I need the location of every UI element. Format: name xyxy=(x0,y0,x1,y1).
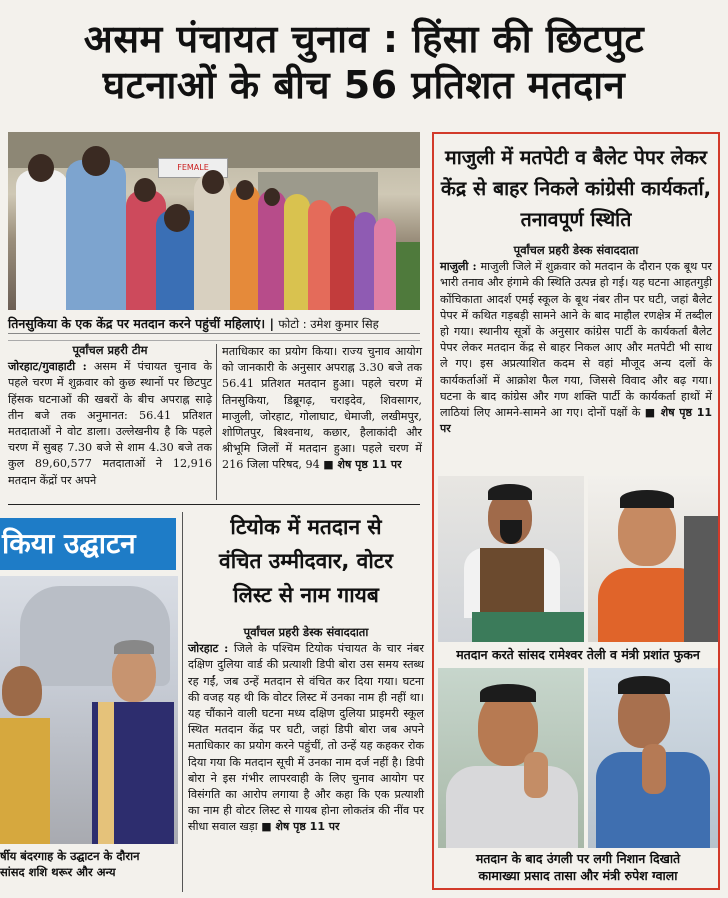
ballot-box xyxy=(472,612,584,642)
caption-line-2: कामाख्या प्रसाद तासा और मंत्री रुपेश ग्वाला xyxy=(478,868,678,883)
majuli-body: माजुली जिले में शुक्रवार को मतदान के दौरान एक बूथ पर भारी तनाव और हंगामे की स्थिति उत्पन्न हो गई। यह घटना आहतगुड़ी कोंचिकाता आदर्श एमई स्कूल के बूथ नंबर तीन पर घटी, जहां बैलेट पेपर में कथित गड़बड़ी सामने आने के बाद माहौल रणक्षेत्र में तब्दील हो गया। स्थानीय सूत्रों के अनुसार कांग्रेस पार्टी के कार्यकर्ता बैलेट पेपर लेकर मतदान केंद्र से बाहर निकल आए और मतपेटी भी साथ ले गए। इस अप्रत्याशित कदम से वहां मौजूद अन्य दलों के कार्यकर्ताओं में आक्रोश फैल गया, जिससे विवाद और बढ़ गया। घटना के बाद कांग्रेस और गण शक्ति पार्टी के कार्यकर्ता हाथों में लाठियां लिए आमने-सामने आ गए। दोनों पक्षों के xyxy=(440,260,713,420)
caption-line-1: मतदान के बाद उंगली पर लगी निशान दिखाते xyxy=(475,851,681,866)
teok-body: जिले के पश्चिम टियोक पंचायत के चार नंबर दक्षिण दुलिया वार्ड की प्रत्याशी डिपी बोरा उस समय स्तब्ध रह गईं, जब उन्हें मतदान से वंचित कर दिया गया। घटना की वजह यह थी कि वोटर लिस्ट में उनका नाम ही नहीं था। यह चौंकाने वाली घटना मध्य दक्षिण दुलिया प्राइमरी स्कूल स्थित मतदान केंद्र पर घटी, जहां डिपी बोरा जब अपने मताधिकार का प्रयोग करने पहुंचीं, तो उन्हें यह कहकर रोक दिया गया कि मतदान सूची में उनका नाम दर्ज नहीं है। डिपी बोरा ने इस गंभीर लापरवाही के लिए चुनाव आयोग पर विसंगति का आरोप लगाया है और कहा कि एक प्रत्याशी का नाम ही वोटर लिस्ट से गायब होना लोकतंत्र की नींव पर सीधा सवाल खड़ा xyxy=(188,642,424,834)
teok-headline-line-2: वंचित उम्मीदवार, वोटर xyxy=(219,549,393,573)
teok-headline-line-1: टियोक में मतदान से xyxy=(230,515,382,539)
main-story-col-2 xyxy=(222,344,422,474)
main-story-text-1: असम में पंचायत चुनाव के पहले चरण में शुक्रवार को कुछ स्थानों पर छिटपुट हिंसक घटनाओं की खबरों के बीच अपराह्न साढ़े तीन बजे तक अनुमानत: 56.41 प्रतिशत मतदाताओं ने वोट डाला। उल्लेखनीय है कि पहले चरण में सुबह 7.30 बजे से शाम 4.30 बजे तक कुल 89,60,577 मतदाताओं ने 12,916 मतदान केंद्रों पर अपने xyxy=(8,360,212,487)
caption-line-1: र्षीय बंदरगाह के उद्घाटन के दौरान xyxy=(0,849,140,863)
mp-minister-caption: मतदान करते सांसद रामेश्वर तेली व मंत्री प्रशांत फुकन xyxy=(456,647,700,662)
caption-line-2: सांसद शशि थरूर और अन्य xyxy=(0,865,116,879)
main-story-text-2: मताधिकार का प्रयोग किया। राज्य चुनाव आयोग को जानकारी के अनुसार अपराह्न 3.30 बजे तक 56.41 प्रतिशत मतदान हुआ। पहले चरण में तिनसुकिया, डिब्रूगढ़, चराइदेव, शिवसागर, माजुली, जोरहाट, गोलाघाट, धेमाजी, लखीमपुर, शोणितपुर, बिश्वनाथ, कछार, हैलाकांदी और श्रीभूमि जिलों में मतदान हुआ। पहले चरण में 216 जिला परिषद, 94 xyxy=(222,345,422,472)
women-queue-caption: तिनसुकिया के एक केंद्र पर मतदान करने पहुंचीं महिलाएं। | फोटो : उमेश कुमार सिह xyxy=(8,314,420,334)
main-headline xyxy=(0,0,728,128)
women-queue-photo xyxy=(8,132,420,310)
main-story-dateline: जोरहाट/गुवाहाटी : xyxy=(8,359,87,374)
main-story-continued: ■ शेष पृष्ठ 11 पर xyxy=(323,458,402,472)
mp-voting-photo xyxy=(438,476,584,642)
headline-line-2: घटनाओं के बीच 56 प्रतिशत मतदान xyxy=(102,63,626,107)
majuli-story-text xyxy=(440,242,712,437)
headline-line-1: असम पंचायत चुनाव : हिंसा की छिटपुट xyxy=(83,17,645,61)
kamakhya-photo xyxy=(438,668,584,848)
port-inauguration-caption xyxy=(0,848,180,880)
majuli-continued: ■ शेष पृष्ठ 11 पर xyxy=(440,406,712,436)
teok-story-text xyxy=(188,624,424,836)
main-story-byline: पूर्वांचल प्रहरी टीम xyxy=(72,343,148,357)
caption-text: तिनसुकिया के एक केंद्र पर मतदान करने पहुंचीं महिलाएं। xyxy=(8,316,266,331)
teok-headline xyxy=(186,510,426,612)
majuli-byline: पूर्वांचल प्रहरी डेस्क संवाददाता xyxy=(513,243,639,257)
teok-headline-line-3: लिस्ट से नाम गायब xyxy=(233,583,379,607)
photo-credit: फोटो : उमेश कुमार सिह xyxy=(278,317,379,331)
female-sign: FEMALE xyxy=(158,158,228,178)
teok-byline: पूर्वांचल प्रहरी डेस्क संवाददाता xyxy=(243,625,369,639)
rupesh-photo xyxy=(588,668,718,848)
port-inauguration-photo xyxy=(0,576,178,844)
main-story-col-1 xyxy=(8,342,212,489)
teok-dateline: जोरहाट : xyxy=(188,641,229,656)
majuli-dateline: माजुली : xyxy=(440,259,477,274)
majuli-headline: माजुली में मतपेटी व बैलेट पेपर लेकर केंद्र से बाहर निकले कांग्रेसी कार्यकर्ता, तनावपूर्ण स्थिति xyxy=(440,146,712,231)
minister-voting-photo xyxy=(588,476,718,642)
teok-continued: ■ शेष पृष्ठ 11 पर xyxy=(261,820,340,834)
inauguration-banner: किया उद्घाटन xyxy=(0,518,176,570)
kamakhya-rupesh-caption xyxy=(438,850,718,884)
